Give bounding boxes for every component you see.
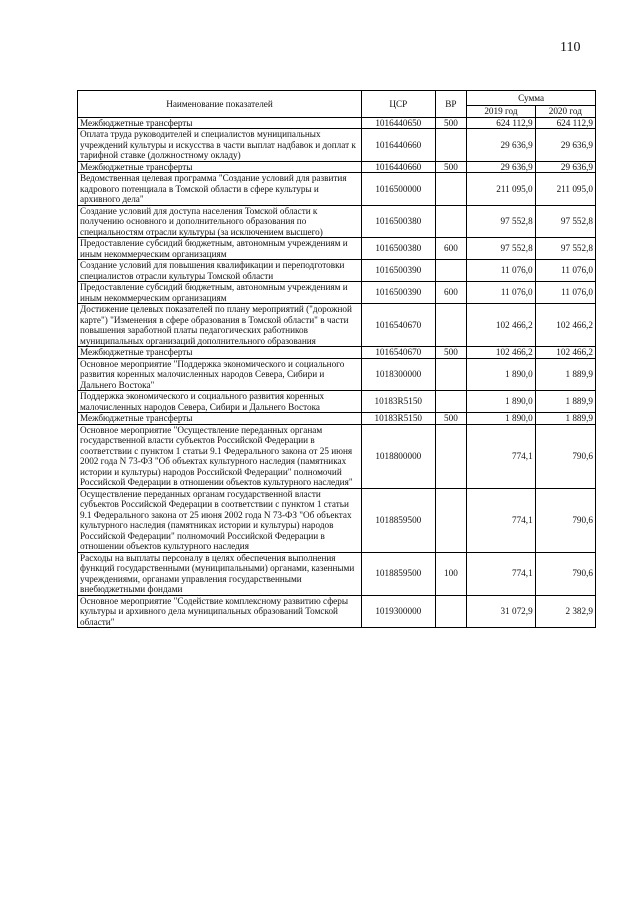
row-name: Расходы на выплаты персоналу в целях обеспечения выполнения функций государственными (муниципальными) органами, казенными учреждениями, органами управления государственными внебюджетными фондами bbox=[78, 552, 362, 595]
row-sum-2019: 97 552,8 bbox=[467, 205, 535, 238]
table-row bbox=[78, 282, 596, 304]
table-row bbox=[78, 552, 596, 595]
row-sum-2020: 11 076,0 bbox=[535, 260, 595, 282]
row-name: Осуществление переданных органам государственной власти субъектов Российской Федерации в соответствии с пунктом 1 статьи 9.1 Федерального закона от 25 июня 2002 года N 73-ФЗ "Об объектах культурного наследия (памятниках истории и культуры) народов Российской Федерации" полномочий Российской Федерации в отношении объектов культурного наследия bbox=[78, 488, 362, 552]
row-sum-2020: 11 076,0 bbox=[535, 282, 595, 304]
row-sum-2019: 624 112,9 bbox=[467, 117, 535, 129]
table-row bbox=[78, 129, 596, 162]
row-sum-2020: 624 112,9 bbox=[535, 117, 595, 129]
page-number: 110 bbox=[560, 40, 581, 55]
row-sum-2019: 102 466,2 bbox=[467, 304, 535, 347]
row-sum-2019: 102 466,2 bbox=[467, 347, 535, 359]
row-vr bbox=[435, 595, 467, 628]
row-csr: 1016500380 bbox=[362, 205, 436, 238]
row-sum-2019: 11 076,0 bbox=[467, 282, 535, 304]
budget-table bbox=[77, 90, 596, 628]
row-vr: 500 bbox=[435, 347, 467, 359]
row-vr bbox=[435, 488, 467, 552]
row-sum-2020: 790,6 bbox=[535, 488, 595, 552]
table-row bbox=[78, 347, 596, 359]
row-csr: 1016500390 bbox=[362, 282, 436, 304]
row-name: Межбюджетные трансферты bbox=[78, 347, 362, 359]
row-sum-2019: 774,1 bbox=[467, 552, 535, 595]
table-row bbox=[78, 238, 596, 260]
row-sum-2020: 211 095,0 bbox=[535, 173, 595, 206]
row-vr bbox=[435, 173, 467, 206]
row-csr: 10183R5150 bbox=[362, 413, 436, 425]
row-sum-2020: 790,6 bbox=[535, 424, 595, 488]
row-csr: 1016440660 bbox=[362, 161, 436, 173]
row-csr: 1016500000 bbox=[362, 173, 436, 206]
header-csr: ЦСР bbox=[362, 91, 436, 118]
row-vr: 500 bbox=[435, 413, 467, 425]
table-row bbox=[78, 173, 596, 206]
row-sum-2020: 1 889,9 bbox=[535, 358, 595, 391]
header-year-2020: 2020 год bbox=[535, 106, 595, 118]
row-sum-2019: 1 890,0 bbox=[467, 358, 535, 391]
row-name: Достижение целевых показателей по плану мероприятий ("дорожной карте") "Изменения в сфере образования в Томской области" в части повышения заработной платы педагогических работников муниципальных организаций дополнительного образования bbox=[78, 304, 362, 347]
row-csr: 1016540670 bbox=[362, 347, 436, 359]
table-row bbox=[78, 413, 596, 425]
row-sum-2019: 29 636,9 bbox=[467, 161, 535, 173]
row-csr: 1018300000 bbox=[362, 358, 436, 391]
row-sum-2019: 774,1 bbox=[467, 488, 535, 552]
row-vr bbox=[435, 205, 467, 238]
row-csr: 1018859500 bbox=[362, 488, 436, 552]
row-vr: 600 bbox=[435, 238, 467, 260]
row-csr: 1016440660 bbox=[362, 129, 436, 162]
row-vr bbox=[435, 391, 467, 413]
row-sum-2020: 102 466,2 bbox=[535, 304, 595, 347]
table-row bbox=[78, 161, 596, 173]
row-csr: 1016540670 bbox=[362, 304, 436, 347]
header-year-2019: 2019 год bbox=[467, 106, 535, 118]
row-name: Поддержка экономического и социального развития коренных малочисленных народов Севера, Сибири и Дальнего Востока bbox=[78, 391, 362, 413]
row-name: Ведомственная целевая программа "Создание условий для развития кадрового потенциала в Томской области в сфере культуры и архивного дела" bbox=[78, 173, 362, 206]
row-name: Создание условий для доступа населения Томской области к получению основного и дополнительного образования по специальностям отрасли культуры (за исключением высшего) bbox=[78, 205, 362, 238]
row-name: Основное мероприятие "Поддержка экономического и социального развития коренных малочисленных народов Севера, Сибири и Дальнего Востока" bbox=[78, 358, 362, 391]
row-csr: 1016440650 bbox=[362, 117, 436, 129]
row-sum-2019: 1 890,0 bbox=[467, 391, 535, 413]
row-sum-2019: 11 076,0 bbox=[467, 260, 535, 282]
row-sum-2020: 2 382,9 bbox=[535, 595, 595, 628]
table-row bbox=[78, 260, 596, 282]
row-sum-2019: 31 072,9 bbox=[467, 595, 535, 628]
row-csr: 1016500390 bbox=[362, 260, 436, 282]
row-name: Оплата труда руководителей и специалистов муниципальных учреждений культуры и искусства в части выплат надбавок и доплат к тарифной ставке (должностному окладу) bbox=[78, 129, 362, 162]
row-csr: 1016500380 bbox=[362, 238, 436, 260]
table-row bbox=[78, 117, 596, 129]
row-sum-2019: 29 636,9 bbox=[467, 129, 535, 162]
row-csr: 1018859500 bbox=[362, 552, 436, 595]
row-csr: 10183R5150 bbox=[362, 391, 436, 413]
table-row bbox=[78, 424, 596, 488]
header-sum: Сумма bbox=[467, 91, 596, 106]
row-name: Предоставление субсидий бюджетным, автономным учреждениям и иным некоммерческим организациям bbox=[78, 238, 362, 260]
row-vr bbox=[435, 358, 467, 391]
header-vr: ВР bbox=[435, 91, 467, 118]
row-name: Межбюджетные трансферты bbox=[78, 117, 362, 129]
table-row bbox=[78, 595, 596, 628]
table-row bbox=[78, 391, 596, 413]
row-vr: 500 bbox=[435, 161, 467, 173]
row-name: Основное мероприятие "Содействие комплексному развитию сферы культуры и архивного дела муниципальных образований Томской области" bbox=[78, 595, 362, 628]
row-sum-2020: 97 552,8 bbox=[535, 238, 595, 260]
row-sum-2019: 211 095,0 bbox=[467, 173, 535, 206]
row-sum-2020: 790,6 bbox=[535, 552, 595, 595]
table-row bbox=[78, 358, 596, 391]
table-row bbox=[78, 205, 596, 238]
table-row bbox=[78, 488, 596, 552]
row-name: Предоставление субсидий бюджетным, автономным учреждениям и иным некоммерческим организациям bbox=[78, 282, 362, 304]
row-sum-2020: 1 889,9 bbox=[535, 391, 595, 413]
row-vr bbox=[435, 304, 467, 347]
row-vr: 600 bbox=[435, 282, 467, 304]
header-name: Наименование показателей bbox=[78, 91, 362, 118]
table-row bbox=[78, 304, 596, 347]
row-sum-2020: 1 889,9 bbox=[535, 413, 595, 425]
row-csr: 1018800000 bbox=[362, 424, 436, 488]
row-name: Основное мероприятие "Осуществление переданных органам государственной власти субъектов Российской Федерации в соответствии с пунктом 1 статьи 9.1 Федерального закона от 25 июня 2002 года N 73-ФЗ "Об объектах культурного наследия (памятниках истории и культуры) народов Российской Федерации" полномочий Российской Федерации в отношении объектов культурного наследия" bbox=[78, 424, 362, 488]
row-sum-2019: 1 890,0 bbox=[467, 413, 535, 425]
row-sum-2019: 97 552,8 bbox=[467, 238, 535, 260]
row-name: Межбюджетные трансферты bbox=[78, 413, 362, 425]
row-csr: 1019300000 bbox=[362, 595, 436, 628]
row-vr bbox=[435, 260, 467, 282]
row-vr: 500 bbox=[435, 117, 467, 129]
row-vr bbox=[435, 424, 467, 488]
row-vr: 100 bbox=[435, 552, 467, 595]
row-name: Создание условий для повышения квалификации и переподготовки специалистов отрасли культуры Томской области bbox=[78, 260, 362, 282]
row-sum-2019: 774,1 bbox=[467, 424, 535, 488]
row-sum-2020: 97 552,8 bbox=[535, 205, 595, 238]
row-vr bbox=[435, 129, 467, 162]
row-sum-2020: 29 636,9 bbox=[535, 161, 595, 173]
row-sum-2020: 29 636,9 bbox=[535, 129, 595, 162]
row-sum-2020: 102 466,2 bbox=[535, 347, 595, 359]
row-name: Межбюджетные трансферты bbox=[78, 161, 362, 173]
